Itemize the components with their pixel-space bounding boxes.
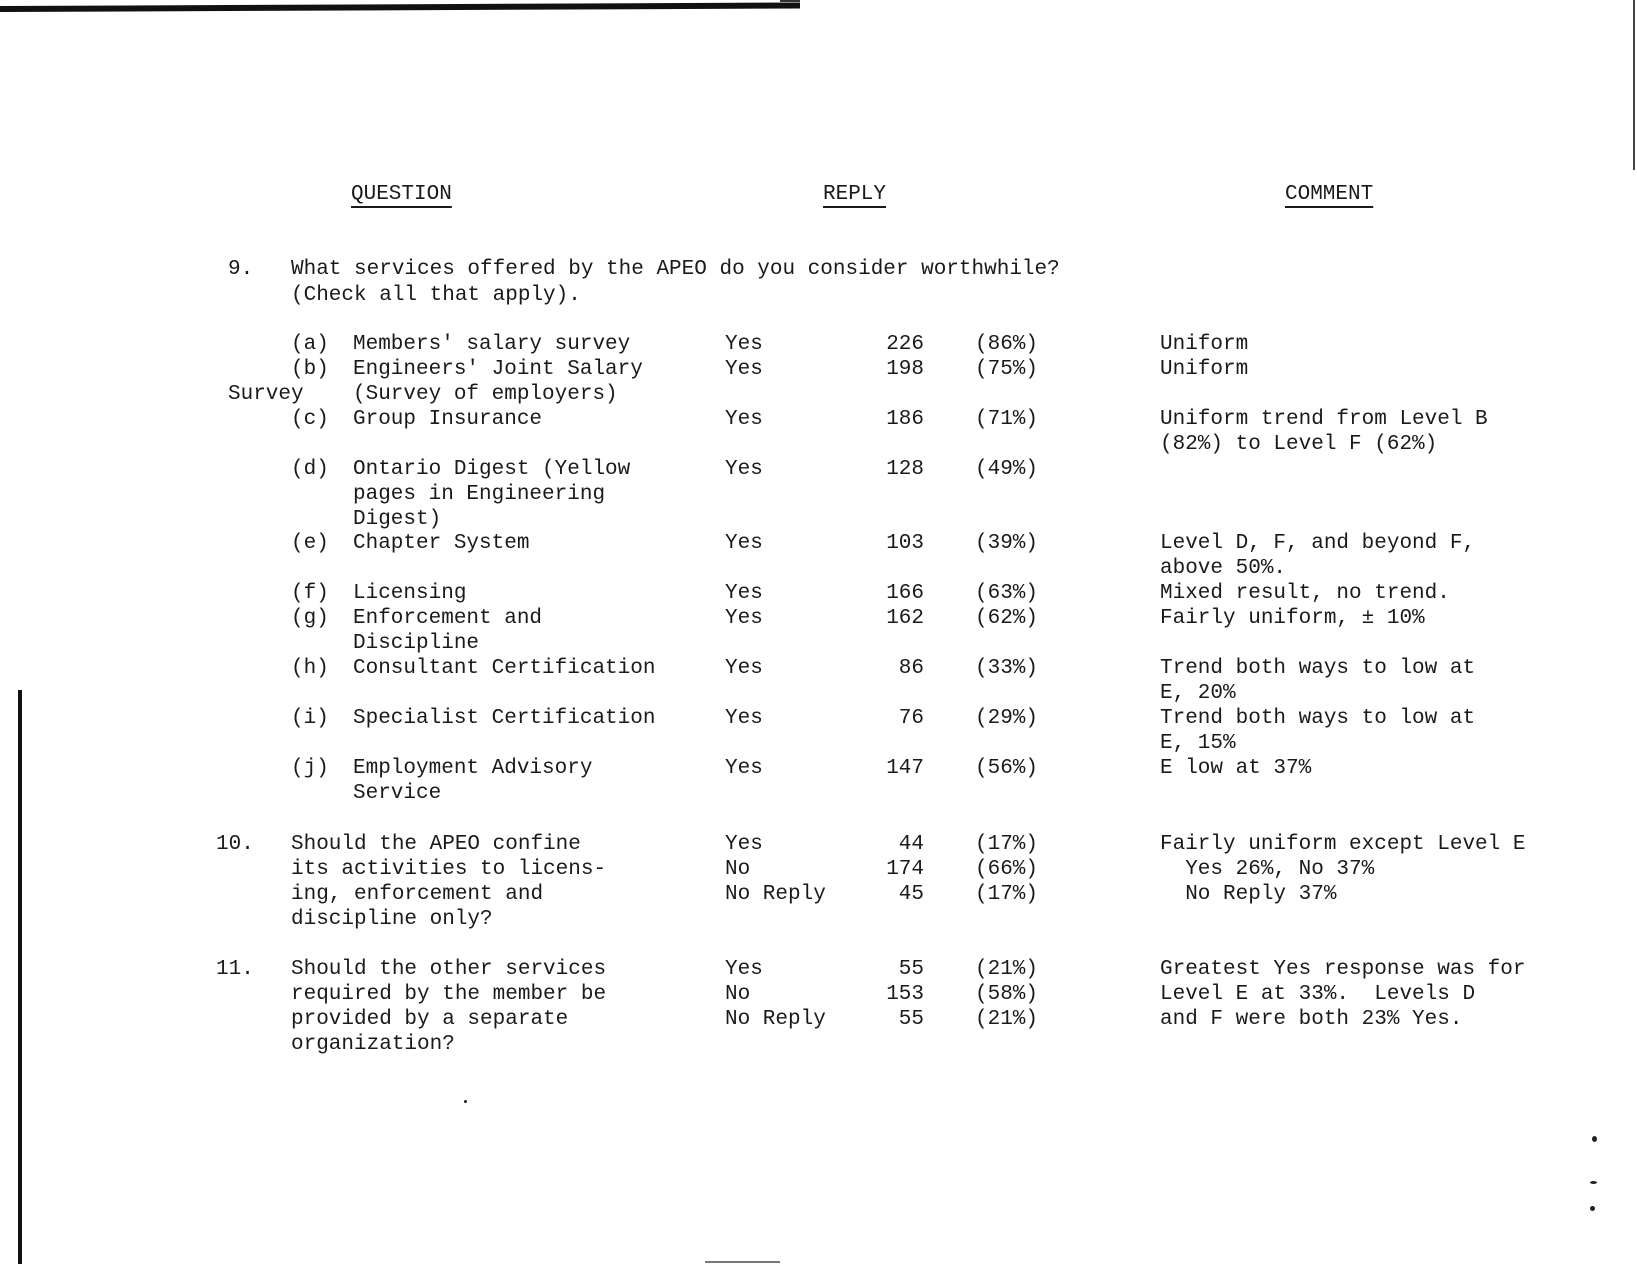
q11-reply: Yes (725, 958, 763, 981)
q9-item-label: Employment Advisory (353, 757, 593, 780)
q9-item-comment: Trend both ways to low at (1160, 657, 1476, 680)
speck (464, 1100, 467, 1103)
q9-item-pct: (33%) (975, 657, 1039, 680)
q9-item-letter: (j) (291, 757, 329, 780)
q9-item-comment: Uniform (1160, 358, 1249, 381)
q11-line: Should the other services (291, 958, 607, 981)
q9-item-comment: Level D, F, and beyond F, (1160, 532, 1476, 555)
q9-item-pct: (71%) (975, 408, 1039, 431)
speck (1592, 1136, 1597, 1142)
q11-line: organization? (291, 1033, 455, 1056)
q9-item-reply: Yes (725, 582, 763, 605)
q9-item-label: Discipline (353, 632, 480, 655)
q9-item-reply: Yes (725, 707, 763, 730)
q10-line: discipline only? (291, 908, 493, 931)
q9-item-letter: (i) (291, 707, 329, 730)
q10-number: 10. (216, 833, 254, 856)
q9-item-count: 76 (898, 707, 924, 730)
q9-item-letter: (h) (291, 657, 329, 680)
q9-item-comment: E, 15% (1160, 732, 1236, 755)
q11-reply: No Reply (725, 1008, 826, 1031)
q9-item-comment: (82%) to Level F (62%) (1160, 433, 1438, 456)
header-comment: COMMENT (1285, 183, 1374, 206)
q9-item-pct: (86%) (975, 333, 1039, 356)
q9-item-label: Members' salary survey (353, 333, 631, 356)
q9-item-label: Chapter System (353, 532, 530, 555)
q10-pct: (66%) (975, 858, 1039, 881)
q10-line: Should the APEO confine (291, 833, 581, 856)
q9-item-comment: E, 20% (1160, 682, 1236, 705)
q10-reply: No Reply (725, 883, 826, 906)
q9-item-label: Ontario Digest (Yellow (353, 458, 631, 481)
q11-line: provided by a separate (291, 1008, 569, 1031)
q9-item-count: 128 (886, 458, 924, 481)
q9-item-label: Licensing (353, 582, 467, 605)
q9-item-pct: (63%) (975, 582, 1039, 605)
q11-number: 11. (216, 958, 254, 981)
q11-comment: and F were both 23% Yes. (1160, 1008, 1463, 1031)
q9-item-comment: Trend both ways to low at (1160, 707, 1476, 730)
q9-item-reply: Yes (725, 458, 763, 481)
q9-item-count: 103 (886, 532, 924, 555)
q9-item-pct: (75%) (975, 358, 1039, 381)
q9-text: What services offered by the APEO do you consider worthwhile? (291, 258, 1060, 281)
q9-item-count: 198 (886, 358, 924, 381)
q9-item-count: 86 (898, 657, 924, 680)
q10-reply: No (725, 858, 751, 881)
q10-count: 174 (886, 858, 924, 881)
q9-item-pct: (49%) (975, 458, 1039, 481)
q9-item-label: Digest) (353, 508, 442, 531)
q9-survey-label: Survey (228, 383, 304, 406)
scan-edge-top-tail (780, 0, 800, 2)
q9-item-comment: Fairly uniform, ± 10% (1160, 607, 1425, 630)
q10-line: its activities to licens- (291, 858, 607, 881)
q9-item-comment: Mixed result, no trend. (1160, 582, 1450, 605)
q10-comment: No Reply 37% (1160, 883, 1337, 906)
q9-item-label: (Survey of employers) (353, 383, 618, 406)
q9-item-reply: Yes (725, 757, 763, 780)
scan-edge-left (18, 690, 22, 1264)
q9-note: (Check all that apply). (291, 284, 581, 307)
q9-item-reply: Yes (725, 657, 763, 680)
q10-comment: Yes 26%, No 37% (1160, 858, 1375, 881)
q11-line: required by the member be (291, 983, 607, 1006)
q9-item-comment: E low at 37% (1160, 757, 1312, 780)
q9-item-label: Service (353, 782, 442, 805)
q9-item-label: Consultant Certification (353, 657, 656, 680)
q10-count: 45 (898, 883, 924, 906)
speck (1590, 1181, 1597, 1184)
q11-count: 55 (898, 958, 924, 981)
q9-item-reply: Yes (725, 333, 763, 356)
q9-item-pct: (39%) (975, 532, 1039, 555)
speck (1590, 1206, 1595, 1211)
q9-item-letter: (b) (291, 358, 329, 381)
q9-item-comment: Uniform (1160, 333, 1249, 356)
q9-item-count: 162 (886, 607, 924, 630)
q9-number: 9. (228, 258, 254, 281)
q11-reply: No (725, 983, 751, 1006)
q9-item-pct: (56%) (975, 757, 1039, 780)
q9-item-label: Specialist Certification (353, 707, 656, 730)
q9-item-count: 226 (886, 333, 924, 356)
q9-item-reply: Yes (725, 358, 763, 381)
header-question: QUESTION (351, 183, 452, 206)
scan-edge-top (0, 3, 800, 12)
q10-pct: (17%) (975, 883, 1039, 906)
q10-comment: Fairly uniform except Level E (1160, 833, 1526, 856)
q10-pct: (17%) (975, 833, 1039, 856)
scan-edge-bottom (705, 1261, 780, 1263)
q9-item-label: Group Insurance (353, 408, 543, 431)
q10-reply: Yes (725, 833, 763, 856)
scan-edge-right (1633, 0, 1635, 170)
q9-item-letter: (a) (291, 333, 329, 356)
q9-item-letter: (e) (291, 532, 329, 555)
q9-item-label: Engineers' Joint Salary (353, 358, 643, 381)
q11-pct: (21%) (975, 1008, 1039, 1031)
q9-item-label: pages in Engineering (353, 483, 606, 506)
q11-count: 153 (886, 983, 924, 1006)
q10-line: ing, enforcement and (291, 883, 544, 906)
q11-pct: (58%) (975, 983, 1039, 1006)
q11-pct: (21%) (975, 958, 1039, 981)
q11-comment: Level E at 33%. Levels D (1160, 983, 1476, 1006)
q9-item-count: 147 (886, 757, 924, 780)
q10-count: 44 (898, 833, 924, 856)
q9-item-letter: (g) (291, 607, 329, 630)
q9-item-pct: (29%) (975, 707, 1039, 730)
q9-item-reply: Yes (725, 607, 763, 630)
q11-count: 55 (898, 1008, 924, 1031)
q9-item-letter: (f) (291, 582, 329, 605)
q9-item-letter: (d) (291, 458, 329, 481)
q9-item-count: 186 (886, 408, 924, 431)
q11-comment: Greatest Yes response was for (1160, 958, 1526, 981)
q9-item-comment: above 50%. (1160, 557, 1287, 580)
q9-item-label: Enforcement and (353, 607, 543, 630)
q9-item-letter: (c) (291, 408, 329, 431)
q9-item-pct: (62%) (975, 607, 1039, 630)
q9-item-count: 166 (886, 582, 924, 605)
q9-item-reply: Yes (725, 532, 763, 555)
header-reply: REPLY (823, 183, 887, 206)
q9-item-reply: Yes (725, 408, 763, 431)
q9-item-comment: Uniform trend from Level B (1160, 408, 1488, 431)
